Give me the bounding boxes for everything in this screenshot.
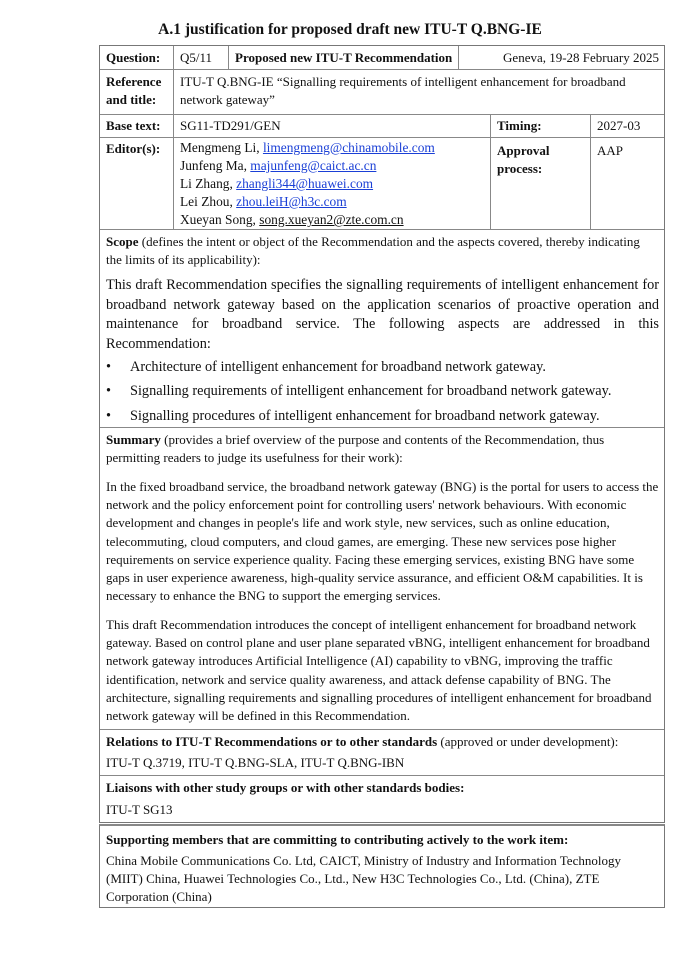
editor-item [180, 193, 485, 211]
row-divider [100, 137, 664, 138]
editor-email-link[interactable]: majunfeng@caict.ac.cn [250, 158, 377, 173]
relations-value: ITU-T Q.3719, ITU-T Q.BNG-SLA, ITU-T Q.BNG-IBN [106, 755, 405, 770]
editor-name: Junfeng Ma, [180, 158, 251, 173]
question-label: Question: [106, 50, 161, 65]
timing-label: Timing: [497, 118, 542, 133]
scope-bullet [106, 382, 611, 401]
justification-table [99, 45, 665, 823]
bullet-icon: • [106, 359, 112, 375]
summary-heading-desc: (provides a brief overview of the purpose and contents of the Recommendation, thus permitting readers to judge its usefulness for their work): [106, 432, 605, 466]
editor-item [180, 175, 485, 193]
row-divider [100, 114, 664, 115]
reference-label-line2: and title: [106, 92, 157, 107]
base-text-value: SG11-TD291/GEN [180, 118, 281, 133]
editor-item [180, 157, 485, 175]
relations-heading-desc: (approved or under development): [437, 734, 619, 749]
bullet-text: Signalling requirements of intelligent enhancement for broadband network gateway. [130, 383, 612, 399]
liaisons-value: ITU-T SG13 [106, 802, 173, 817]
supporting-members-box [99, 824, 665, 908]
bullet-text: Architecture of intelligent enhancement for broadband network gateway. [130, 359, 546, 375]
approval-label-line1: Approval [497, 143, 550, 158]
scope-bullet [106, 358, 546, 377]
base-text-label: Base text: [106, 118, 161, 133]
approval-value: AAP [597, 143, 624, 158]
row-divider [100, 69, 664, 70]
scope-bullet [106, 407, 600, 426]
supporting-value: China Mobile Communications Co. Ltd, CAICT, Ministry of Industry and Information Technology (MIIT) China, Huawei Technologies Co., Ltd., New H3C Technologies Co., Ltd. (China), ZTE Corporation (China) [106, 853, 621, 905]
summary-heading [106, 431, 659, 467]
editor-email-link[interactable]: zhou.leiH@h3c.com [236, 194, 347, 209]
approval-label [497, 142, 550, 178]
editor-item [180, 139, 485, 157]
reference-value: ITU-T Q.BNG-IE “Signalling requirements of intelligent enhancement for broadband network gateway” [180, 74, 626, 107]
proposed-label: Proposed new ITU-T Recommendation [235, 50, 453, 65]
bullet-text: Signalling procedures of intelligent enhancement for broadband network gateway. [130, 408, 600, 424]
meeting-info: Geneva, 19-28 February 2025 [503, 50, 659, 65]
scope-heading [106, 233, 659, 269]
summary-paragraph-2: This draft Recommendation introduces the concept of intelligent enhancement for broadband network gateway. Based on control plane and user plane separated vBNG, intelligent enhancement for broadband network gateway introduces Artificial Intelligence (AI) capability to vBNG, improving the traffic identification, network and service quality awareness, and attack defense capability of BNG. The architecture, signalling requirements and signalling procedures of intelligent enhancement for broadband network gateway will be defined in this Recommendation. [106, 617, 652, 724]
reference-label [106, 73, 172, 109]
editor-name: Mengmeng Li, [180, 140, 263, 155]
editors-label: Editor(s): [106, 141, 161, 156]
bullet-icon: • [106, 383, 112, 399]
relations-heading [106, 733, 659, 751]
editor-email-link[interactable]: limengmeng@chinamobile.com [262, 140, 435, 155]
scope-body: This draft Recommendation specifies the signalling requirements of intelligent enhancement for broadband network gateway based on the application scenarios of proactive operation and maintenance for broadband service. The following aspects are addressed in this Recommendation: [106, 277, 659, 352]
col-divider [173, 46, 174, 229]
editor-name: Li Zhang, [180, 176, 237, 191]
summary-heading-title: Summary [106, 432, 161, 447]
col-divider [590, 114, 591, 229]
row-divider [100, 729, 664, 730]
reference-label-line1: Reference [106, 74, 162, 89]
liaisons-heading: Liaisons with other study groups or with other standards bodies: [106, 780, 465, 795]
col-divider [228, 46, 229, 69]
relations-heading-title: Relations to ITU-T Recommendations or to other standards [106, 734, 438, 749]
row-divider [100, 229, 664, 230]
scope-heading-desc: (defines the intent or object of the Recommendation and the aspects covered, thereby indicating the limits of its applicability): [106, 234, 640, 268]
editor-email-link[interactable]: zhangli344@huawei.com [236, 176, 374, 191]
timing-value: 2027-03 [597, 118, 641, 133]
supporting-heading: Supporting members that are committing to contributing actively to the work item: [106, 832, 569, 847]
editor-name: Xueyan Song, [180, 212, 260, 227]
editor-item [180, 211, 485, 229]
approval-label-line2: process: [497, 161, 543, 176]
editor-name: Lei Zhou, [180, 194, 237, 209]
summary-paragraph-1: In the fixed broadband service, the broadband network gateway (BNG) is the portal for users to access the network and the policy enforcement point for controlling users' network behaviours. With economic development and changes in people's life and work style, new services, such as online education, telecommuting, cloud computers, and cloud games, are emerging. These new services pose higher requirements on service experience quality. Facing these emerging services, existing BNG have some gaps in user experience awareness, high-quality service assurance, and efficient O&M capabilities. It is necessary to enhance the BNG to support the emerging services. [106, 479, 659, 604]
col-divider [458, 46, 459, 69]
row-divider [100, 427, 664, 428]
editor-email[interactable]: song.xueyan2@zte.com.cn [259, 212, 404, 227]
row-divider [100, 775, 664, 776]
col-divider [490, 114, 491, 229]
scope-heading-title: Scope [106, 234, 139, 249]
document-title: A.1 justification for proposed draft new ITU-T Q.BNG-IE [158, 21, 542, 38]
question-value: Q5/11 [180, 50, 213, 65]
bullet-icon: • [106, 408, 112, 424]
editors-list [180, 139, 485, 229]
